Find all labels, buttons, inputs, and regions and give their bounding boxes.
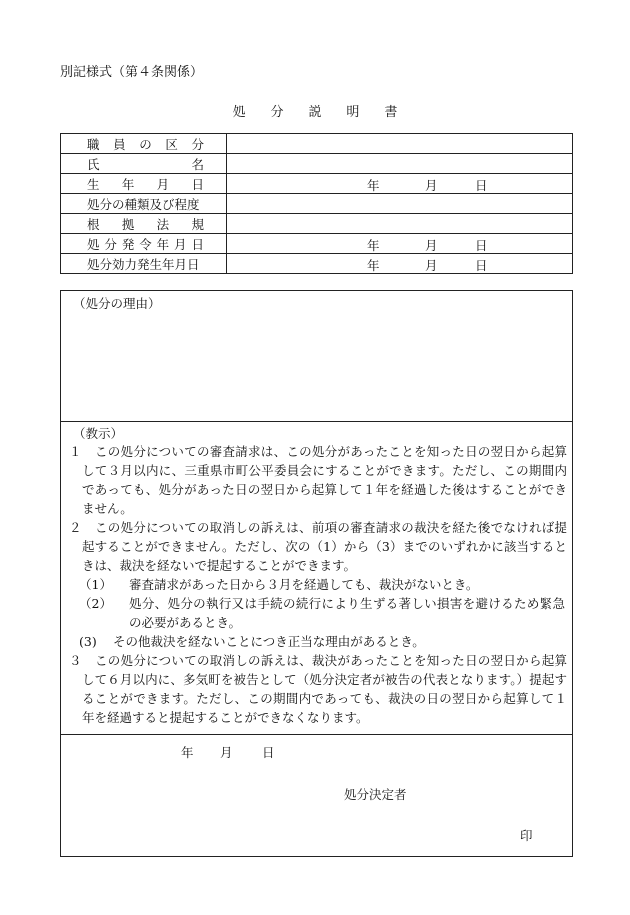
instruction-item [69, 651, 567, 727]
info-row [61, 134, 573, 154]
row-label [61, 134, 227, 154]
sub-item [79, 594, 565, 632]
info-row [61, 154, 573, 174]
info-table [60, 133, 573, 274]
row-label [61, 194, 227, 214]
reason-title: （処分の理由） [73, 296, 161, 311]
item-number: ３ [69, 653, 82, 668]
row-value[interactable] [227, 214, 573, 234]
item-number: （1） [79, 577, 112, 592]
date-year: 年 [367, 178, 380, 193]
row-label [61, 214, 227, 234]
info-row [61, 174, 573, 194]
item-text: 審査請求があった日から３月を経過しても、裁決がないとき。 [129, 577, 479, 592]
row-label [61, 154, 227, 174]
date-month: 月 [425, 178, 438, 193]
row-label-text: 処 分 発 令 年 月 日 [87, 236, 204, 252]
date-day: 日 [262, 745, 275, 760]
row-label [61, 254, 227, 274]
document-title: 処 分 説 明 書 [232, 105, 408, 120]
info-row [61, 254, 573, 274]
signature-section [61, 735, 572, 855]
row-value[interactable] [227, 154, 573, 174]
item-text: この処分についての取消しの訴えは、裁決があったことを知った日の翌日から起算して６月以内に、多気町を被告として（処分決定者が被告の代表となります。）提起することができます。ただし、この期間内であっても、裁決の日の翌日から起算して１年を経過すると提起することができなくなります。 [82, 653, 567, 725]
item-number: （2） [79, 596, 112, 611]
sub-item [79, 575, 565, 594]
row-value[interactable] [227, 194, 573, 214]
item-number: ２ [69, 520, 82, 535]
row-value[interactable] [227, 234, 573, 254]
seal-mark: 印 [520, 828, 533, 843]
info-row [61, 194, 573, 214]
reason-section [61, 291, 572, 422]
info-row [61, 214, 573, 234]
row-label-text: 処分の種類及び程度 [87, 196, 200, 212]
decider-label: 処分決定者 [344, 787, 407, 802]
instruction-item [69, 442, 567, 518]
row-label-text: 処分効力発生年月日 [87, 256, 200, 272]
item-number: １ [69, 444, 82, 459]
sub-item [79, 632, 565, 651]
instruction-section [61, 422, 572, 735]
item-text: その他裁決を経ないことにつき正当な理由があるとき。 [113, 634, 425, 649]
date-month: 月 [425, 258, 438, 273]
item-text: この処分についての取消しの訴えは、前項の審査請求の裁決を経た後でなければ提起することができません。ただし、次の（1）から（3）までのいずれかに該当するときは、裁決を経ないで提起することができます。 [82, 520, 567, 573]
item-number: (3) [79, 634, 97, 649]
item-text: 処分、処分の執行又は手続の続行により生ずる著しい損害を避けるため緊急の必要があるとき。 [129, 596, 565, 630]
date-year: 年 [367, 258, 380, 273]
row-value[interactable] [227, 134, 573, 154]
date-day: 日 [475, 238, 488, 253]
date-day: 日 [475, 178, 488, 193]
instruction-item [69, 518, 567, 575]
row-label-text: 根 拠 法 規 [87, 216, 204, 232]
row-value[interactable] [227, 254, 573, 274]
row-value[interactable] [227, 174, 573, 194]
date-year: 年 [181, 745, 194, 760]
row-label-text: 氏 名 [87, 156, 204, 172]
info-row [61, 234, 573, 254]
main-box [60, 290, 573, 857]
row-label [61, 174, 227, 194]
item-text: この処分についての審査請求は、この処分があったことを知った日の翌日から起算して３月以内に、三重県市町公平委員会にすることができます。ただし、この期間内であっても、処分があった日の翌日から起算して１年を経過した後はすることができません。 [82, 444, 567, 516]
row-label-text: 生 年 月 日 [87, 176, 204, 192]
row-label [61, 234, 227, 254]
row-label-text: 職 員 の 区 分 [87, 136, 204, 152]
instruction-title: （教示） [73, 426, 124, 441]
date-year: 年 [367, 238, 380, 253]
form-caption: 別記様式（第４条関係） [60, 65, 204, 80]
date-month: 月 [425, 238, 438, 253]
date-day: 日 [475, 258, 488, 273]
date-month: 月 [220, 745, 233, 760]
